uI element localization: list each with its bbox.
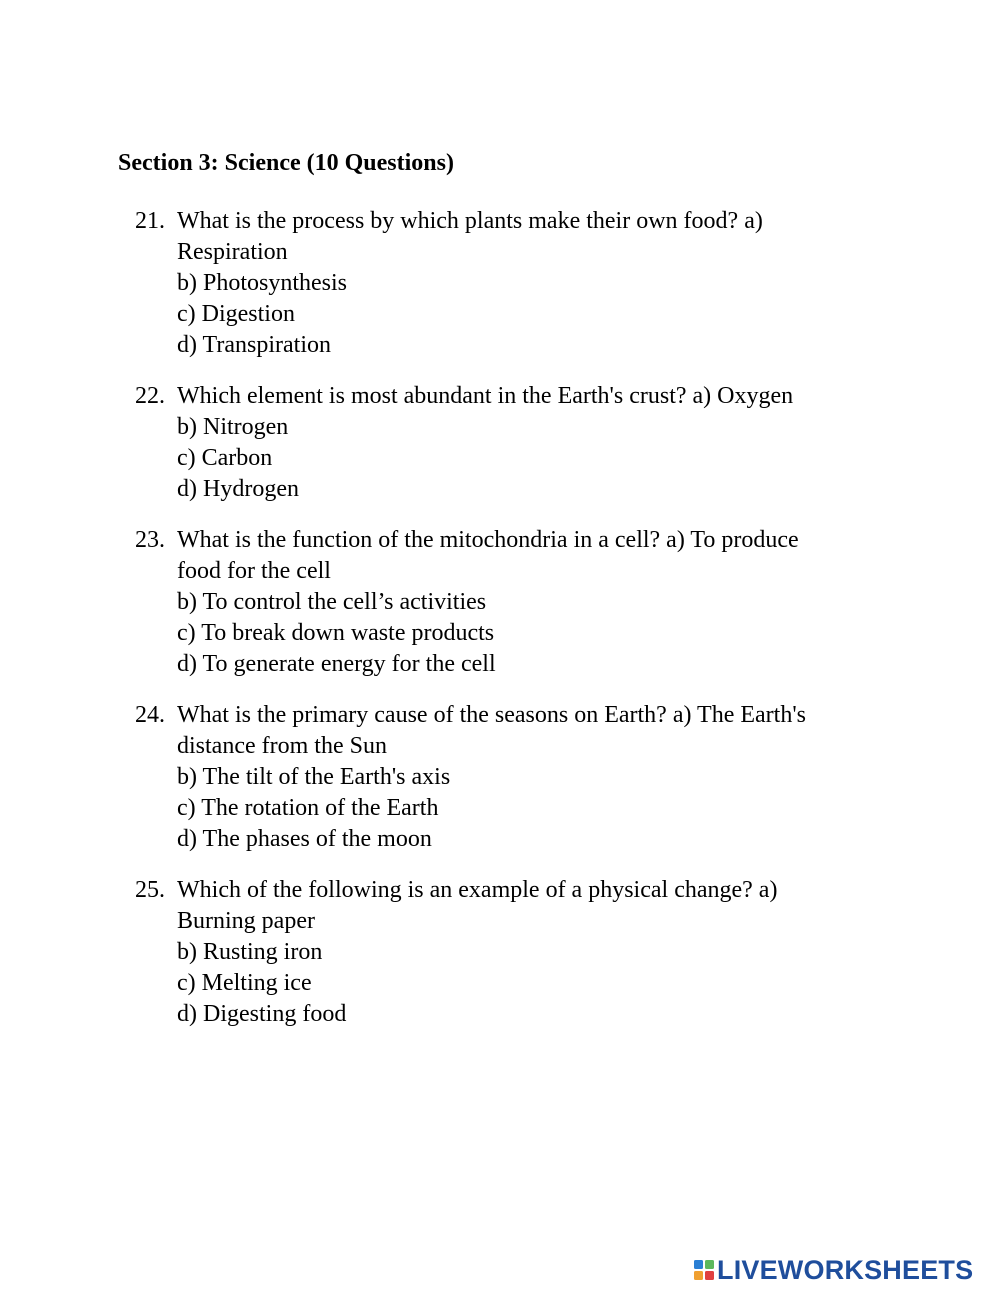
question-body <box>177 875 877 1030</box>
question-body <box>177 381 877 505</box>
answer-option: d) To generate energy for the cell <box>177 651 496 677</box>
answer-option: d) Hydrogen <box>177 476 299 502</box>
answer-option: b) Nitrogen <box>177 414 289 440</box>
question-text-line: Which of the following is an example of a physical change? a) <box>177 877 778 903</box>
answer-option: b) The tilt of the Earth's axis <box>177 764 451 790</box>
section-title: Section 3: Science (10 Questions) <box>118 150 454 176</box>
answer-option: b) To control the cell’s activities <box>177 589 487 615</box>
question-text-line: Burning paper <box>177 908 315 934</box>
liveworksheets-logo-icon <box>693 1259 715 1281</box>
question-text-line: distance from the Sun <box>177 733 387 759</box>
question-text-line: What is the primary cause of the seasons on Earth? a) The Earth's <box>177 702 806 728</box>
answer-option: c) Carbon <box>177 445 273 471</box>
answer-option: c) To break down waste products <box>177 620 495 646</box>
question-number: 23. <box>135 527 165 553</box>
answer-option: c) Melting ice <box>177 970 312 996</box>
answer-option: b) Rusting iron <box>177 939 323 965</box>
question-body <box>177 206 877 361</box>
question-text-line: Respiration <box>177 239 288 265</box>
answer-option: d) The phases of the moon <box>177 826 432 852</box>
answer-option: b) Photosynthesis <box>177 270 348 296</box>
answer-option: c) Digestion <box>177 301 295 327</box>
question-number: 24. <box>135 702 165 728</box>
logo-square-green <box>705 1260 714 1269</box>
answer-option: d) Transpiration <box>177 332 332 358</box>
question-number: 25. <box>135 877 165 903</box>
question-text-line: What is the process by which plants make their own food? a) <box>177 208 763 234</box>
logo-square-orange <box>694 1271 703 1280</box>
logo-square-blue <box>694 1260 703 1269</box>
question-number: 22. <box>135 383 165 409</box>
answer-option: d) Digesting food <box>177 1001 347 1027</box>
liveworksheets-logo-svg <box>693 1259 715 1281</box>
liveworksheets-brand <box>693 1255 973 1285</box>
question-text-line: food for the cell <box>177 558 331 584</box>
question-body <box>177 700 877 855</box>
question-body <box>177 525 877 680</box>
logo-square-red <box>705 1271 714 1280</box>
question-text-line: Which element is most abundant in the Earth's crust? a) Oxygen <box>177 383 794 409</box>
answer-option: c) The rotation of the Earth <box>177 795 439 821</box>
question-number: 21. <box>135 208 165 234</box>
brand-name: LIVEWORKSHEETS <box>717 1254 974 1285</box>
question-text-line: What is the function of the mitochondria in a cell? a) To produce <box>177 527 799 553</box>
